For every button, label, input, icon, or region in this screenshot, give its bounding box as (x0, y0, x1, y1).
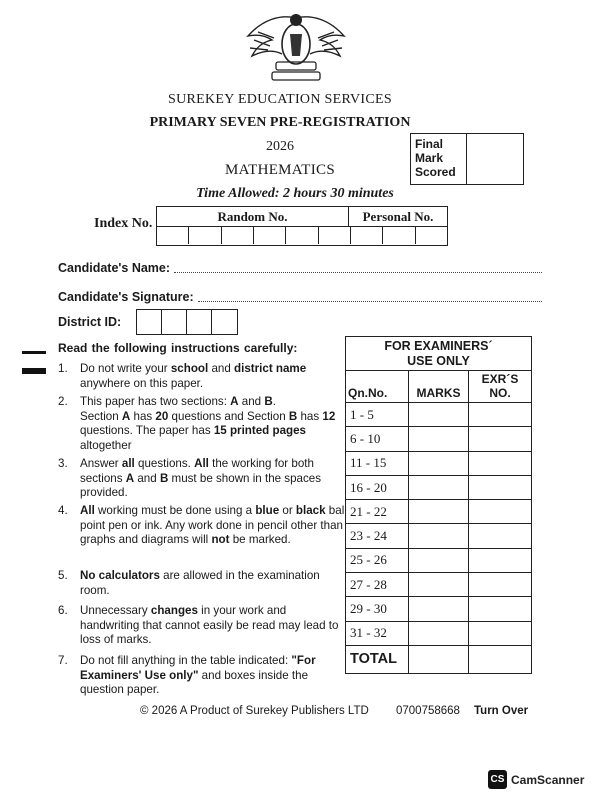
exam-title: PRIMARY SEVEN PRE-REGISTRATION (149, 115, 411, 130)
eagle-crest-icon (240, 6, 352, 82)
table-row (346, 573, 532, 597)
table-row (346, 597, 532, 621)
table-row (346, 427, 532, 451)
question-range: 29 - 30 (346, 597, 409, 621)
candidate-name-line (174, 261, 542, 273)
table-row (346, 403, 532, 427)
instruction-item (58, 604, 348, 648)
exam-year: 2026 (266, 139, 294, 154)
candidate-name-label: Candidate's Name: (58, 261, 171, 275)
final-mark-label: Final Mark Scored (411, 134, 467, 184)
district-cell (212, 310, 237, 334)
candidate-name-field (58, 261, 542, 275)
district-id-label: District ID: (58, 315, 122, 329)
instruction-text: Do not fill anything in the table indicated: "For Examiners' Use only" and boxes inside the question paper. (80, 654, 316, 696)
copyright-text: © 2026 A Product of Surekey Publishers LTD (140, 705, 369, 717)
instruction-text: Do not write your school and district name anywhere on this paper. (80, 362, 307, 390)
examiners-table-title: FOR EXAMINERS´ USE ONLY (346, 337, 532, 371)
table-row (346, 524, 532, 548)
question-range: 21 - 22 (346, 500, 409, 524)
marks-cell (409, 573, 469, 597)
question-range: 1 - 5 (346, 403, 409, 427)
table-row (346, 451, 532, 475)
instruction-item (58, 654, 348, 698)
question-range: 11 - 15 (346, 451, 409, 475)
index-no-label: Index No. (94, 216, 153, 231)
question-range: 23 - 24 (346, 524, 409, 548)
table-row (346, 500, 532, 524)
final-mark-cell (467, 134, 523, 184)
exr-cell (469, 451, 532, 475)
camscanner-icon: CS (488, 770, 507, 789)
index-no-cells (157, 227, 447, 244)
phone-number: 0700758668 (396, 705, 460, 717)
exr-cell (469, 475, 532, 499)
marks-cell (409, 451, 469, 475)
total-exr-cell (469, 645, 532, 673)
instruction-item (58, 569, 348, 598)
instructions-heading: Read the following instructions carefully: (58, 341, 298, 355)
exr-cell (469, 500, 532, 524)
exr-cell (469, 548, 532, 572)
district-cell (137, 310, 162, 334)
final-mark-box (410, 133, 524, 185)
index-cell (189, 227, 221, 244)
instruction-number: 1. (58, 362, 68, 375)
margin-bar (22, 368, 46, 374)
col-exr-header: EXR´S NO. (469, 371, 532, 403)
marks-cell (409, 524, 469, 548)
district-cell (162, 310, 187, 334)
subject-title: MATHEMATICS (225, 162, 335, 178)
candidate-signature-label: Candidate's Signature: (58, 290, 194, 304)
col-qn-header: Qn.No. (346, 371, 409, 403)
instruction-number: 5. (58, 569, 68, 582)
instruction-item (58, 395, 348, 453)
total-marks-cell (409, 645, 469, 673)
table-row (346, 475, 532, 499)
marks-cell (409, 548, 469, 572)
marks-cell (409, 427, 469, 451)
table-row (346, 548, 532, 572)
marks-cell (409, 621, 469, 645)
camscanner-watermark (488, 770, 584, 789)
exr-cell (469, 427, 532, 451)
index-cell (254, 227, 286, 244)
candidate-signature-field (58, 290, 542, 304)
index-cell (416, 227, 447, 244)
question-range: 16 - 20 (346, 475, 409, 499)
instruction-text: Unnecessary changes in your work and handwriting that cannot easily be read may lead to loss of marks. (80, 604, 339, 646)
instruction-text: All working must be done using a blue or black ball point pen or ink. Any work done in pencil other than graphs and diagrams will not be marked. (80, 504, 347, 546)
district-cell (187, 310, 212, 334)
question-range: 25 - 26 (346, 548, 409, 572)
question-range: 31 - 32 (346, 621, 409, 645)
examiners-table (345, 336, 532, 674)
instruction-text: Answer all questions. All the working for both sections A and B must be shown in the spaces provided. (80, 457, 322, 499)
index-cell (222, 227, 254, 244)
marks-cell (409, 403, 469, 427)
exr-cell (469, 573, 532, 597)
index-cell (351, 227, 383, 244)
exr-cell (469, 403, 532, 427)
index-cell (383, 227, 415, 244)
turn-over-text: Turn Over (474, 705, 529, 717)
instruction-text: This paper has two sections: A and B. Section A has 20 questions and Section B has 12 questions. The paper has 15 printed pages altogether (80, 395, 336, 452)
question-range: 27 - 28 (346, 573, 409, 597)
total-label: TOTAL (346, 645, 409, 673)
margin-bar (22, 351, 46, 354)
instruction-number: 6. (58, 604, 68, 617)
instruction-item (58, 504, 348, 548)
marks-cell (409, 597, 469, 621)
instruction-item (58, 362, 348, 391)
camscanner-label: CamScanner (511, 772, 585, 787)
index-cell (157, 227, 189, 244)
random-no-label: Random No. (157, 207, 349, 226)
personal-no-label: Personal No. (362, 209, 434, 224)
col-marks-header: MARKS (409, 371, 469, 403)
instruction-number: 7. (58, 654, 68, 667)
organization-name: SUREKEY EDUCATION SERVICES (168, 92, 392, 107)
instruction-item (58, 457, 348, 501)
exr-cell (469, 524, 532, 548)
index-no-box (156, 206, 448, 246)
index-cell (319, 227, 351, 244)
exr-cell (469, 621, 532, 645)
index-cell (286, 227, 318, 244)
time-allowed: Time Allowed: 2 hours 30 minutes (196, 186, 394, 201)
question-range: 6 - 10 (346, 427, 409, 451)
marks-cell (409, 475, 469, 499)
instruction-number: 2. (58, 395, 68, 408)
instruction-text: No calculators are allowed in the examination room. (80, 569, 320, 597)
instruction-number: 3. (58, 457, 68, 470)
district-id-cells (136, 309, 238, 335)
table-row (346, 621, 532, 645)
candidate-signature-line (198, 290, 542, 302)
exr-cell (469, 597, 532, 621)
marks-cell (409, 500, 469, 524)
instruction-number: 4. (58, 504, 68, 517)
